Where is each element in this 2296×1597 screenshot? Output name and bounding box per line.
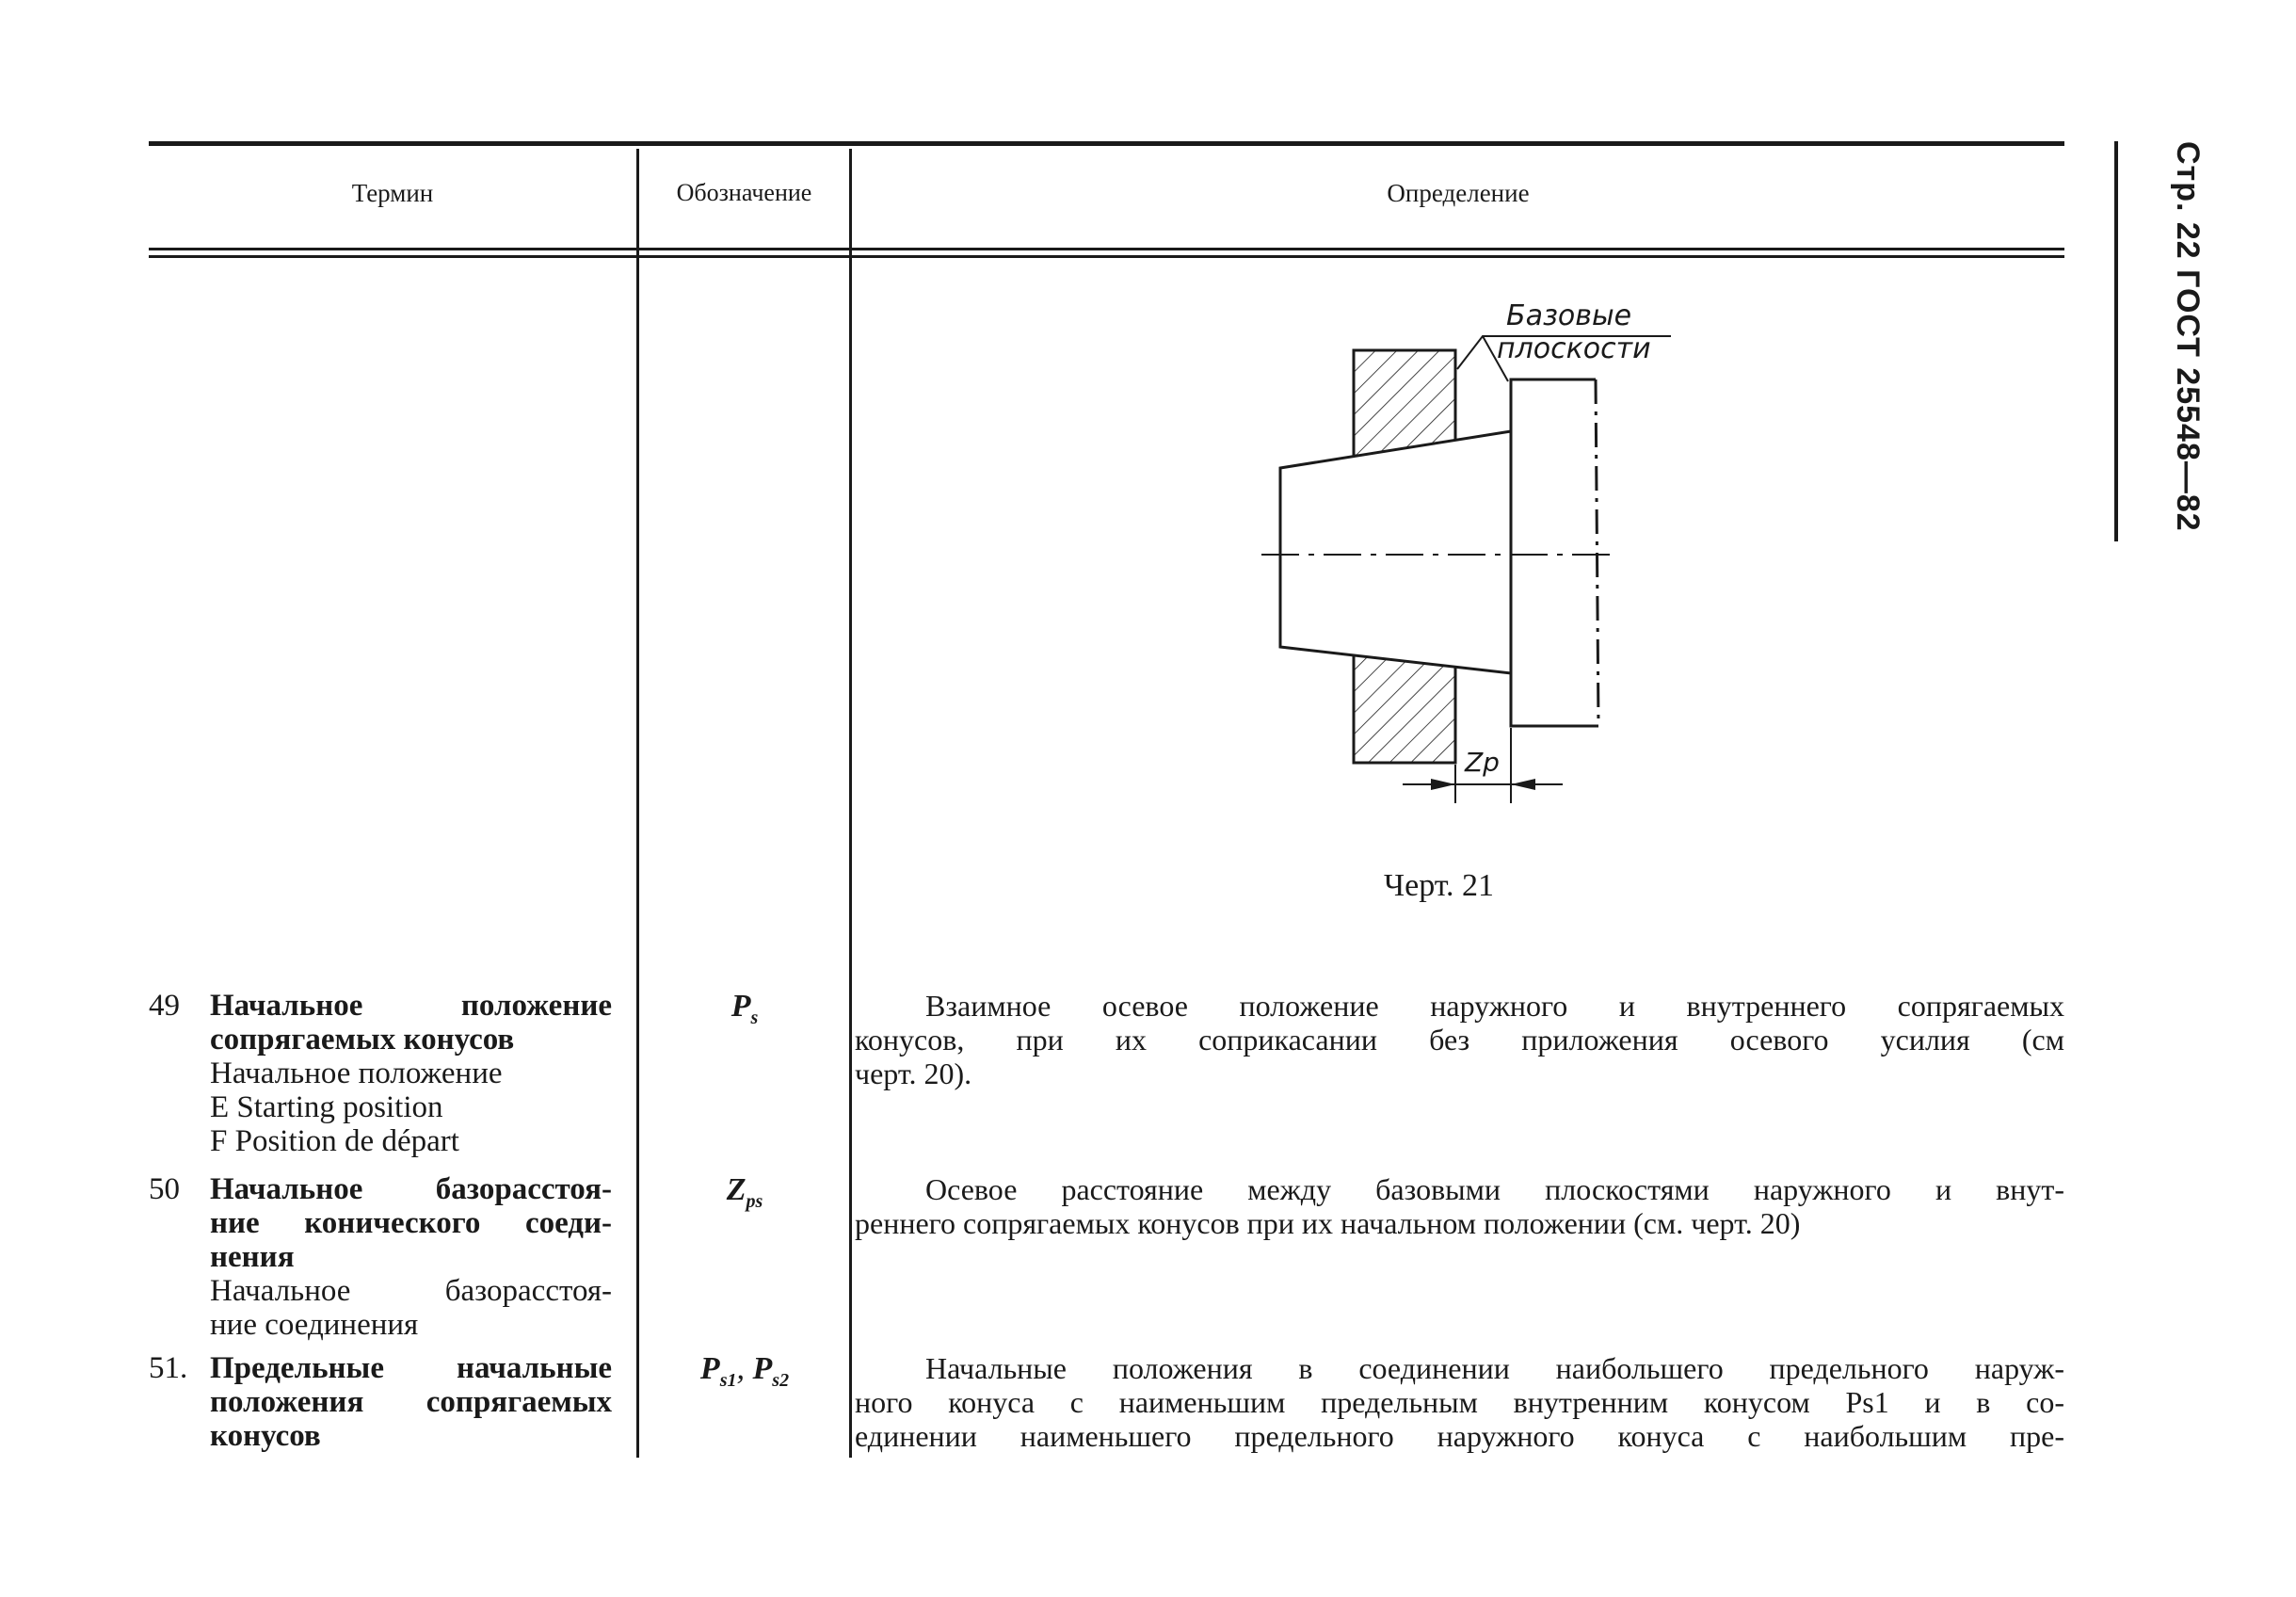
dim-arrow-left bbox=[1431, 779, 1455, 790]
term-french: F Position de départ bbox=[210, 1124, 459, 1158]
figure-caption: Черт. 21 bbox=[1384, 868, 1495, 903]
inner-cone bbox=[1280, 431, 1511, 673]
definition-line: Взаимное осевое положение наружного и внутреннего сопрягаемых bbox=[925, 989, 2064, 1023]
definition-line: ного конуса с наименьшим предельным внутренним конусом Ps1 и в со- bbox=[855, 1385, 2064, 1419]
side-page-label-text: Стр. 22 ГОСТ 25548—82 bbox=[2170, 141, 2206, 532]
term-bold-line: положения сопрягаемых bbox=[210, 1385, 612, 1419]
definition-line: реннего сопрягаемых конусов при их начальном положении (см. черт. 20) bbox=[855, 1206, 1801, 1240]
definition-line: Начальные положения в соединении наибольшего предельного наруж- bbox=[925, 1351, 2064, 1385]
definition-line: конусов, при их соприкасании без приложения осевого усилия (см bbox=[855, 1023, 2064, 1057]
definition-row-50 bbox=[855, 1172, 2064, 1240]
figure-dimension-label: Zp bbox=[1465, 747, 1500, 778]
term-bold-line: Начальное базорасстоя- bbox=[210, 1172, 612, 1206]
symbol-row-51: $P_{s1}$, $P_{s2}$ bbox=[699, 1351, 790, 1391]
dim-arrow-right bbox=[1511, 779, 1535, 790]
term-synonym: ние соединения bbox=[210, 1308, 419, 1342]
term-bold-line: нения bbox=[210, 1240, 295, 1274]
term-row-50 bbox=[149, 1172, 612, 1342]
term-synonym: Начальное базорасстоя- bbox=[210, 1274, 612, 1308]
term-number: 50 bbox=[149, 1172, 180, 1206]
header-term: Термин bbox=[351, 179, 434, 207]
definition-row-51 bbox=[855, 1351, 2064, 1453]
figure-label-line2: плоскости bbox=[1497, 332, 1651, 365]
header-definition: Определение bbox=[1387, 179, 1530, 207]
term-bold-line: Предельные начальные bbox=[210, 1351, 612, 1385]
symbol-row-50: $Z_{ps}$ bbox=[726, 1172, 763, 1212]
definition-line: черт. 20). bbox=[855, 1057, 972, 1090]
definition-row-49 bbox=[855, 989, 2064, 1090]
header-symbol: Обозначение bbox=[676, 179, 812, 206]
symbol-row-49: $P_s$ bbox=[731, 989, 759, 1028]
term-bold-line: конусов bbox=[210, 1419, 321, 1453]
term-bold-line: ние конического соеди- bbox=[210, 1206, 612, 1240]
inner-cone-flange-lower bbox=[1511, 673, 1598, 726]
term-synonym: Начальное положение bbox=[210, 1057, 503, 1090]
term-number: 49 bbox=[149, 989, 180, 1023]
term-bold-line: Начальное положение bbox=[210, 989, 612, 1023]
outer-cone-section-lower bbox=[1354, 653, 1455, 763]
term-number: 51. bbox=[149, 1351, 188, 1385]
flange-face-dashed bbox=[1596, 379, 1598, 726]
term-bold-line: сопрягаемых конусов bbox=[210, 1023, 515, 1057]
term-english: E Starting position bbox=[210, 1090, 443, 1124]
term-row-49 bbox=[149, 989, 612, 1158]
inner-cone-flange bbox=[1511, 379, 1596, 431]
figure-label-line1: Базовые bbox=[1506, 299, 1632, 332]
definition-line: единении наименьшего предельного наружного конуса с наибольшим пре- bbox=[855, 1419, 2064, 1453]
definition-line: Осевое расстояние между базовыми плоскостями наружного и внут- bbox=[925, 1172, 2064, 1206]
outer-cone-section-upper bbox=[1354, 350, 1455, 456]
term-row-51 bbox=[149, 1351, 612, 1453]
